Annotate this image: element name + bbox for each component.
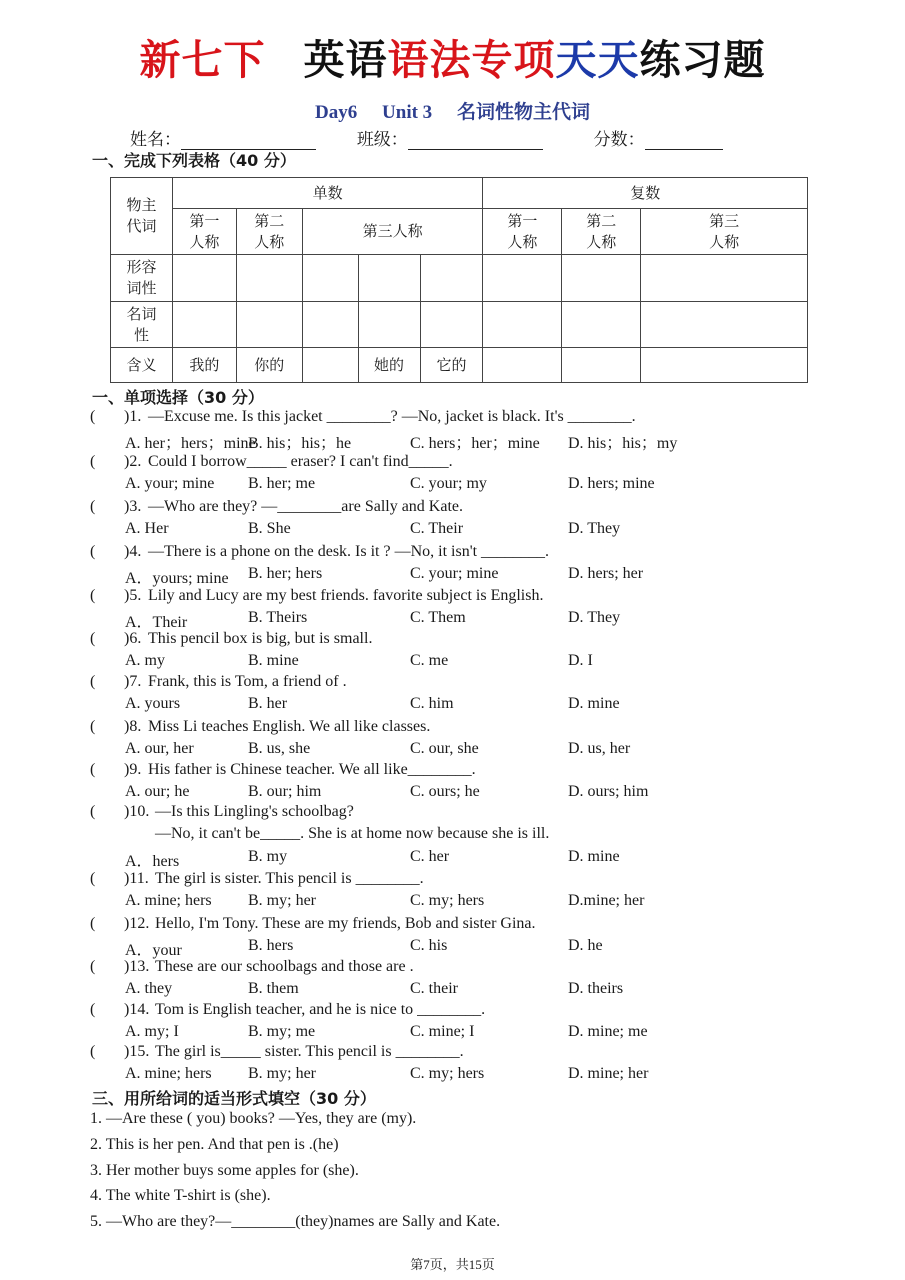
subtitle-unit: Unit 3 (382, 102, 433, 123)
answer-cell[interactable] (641, 302, 808, 348)
pronoun-table (110, 177, 808, 383)
option-d[interactable]: D. hers; her (568, 565, 644, 582)
score-field[interactable] (645, 133, 723, 150)
answer-bracket[interactable]: ( (90, 587, 96, 604)
page-title (0, 34, 905, 86)
answer-cell[interactable] (302, 255, 358, 302)
question-number: )11. (124, 870, 149, 887)
answer-cell[interactable] (420, 255, 483, 302)
question-text: These are our schoolbags and those are . (155, 958, 414, 975)
question-text: Could I borrow_____ eraser? I can't find_____. (148, 453, 453, 470)
option-b[interactable]: B. my (248, 848, 288, 865)
option-d[interactable]: D. mine; her (568, 1065, 649, 1082)
singular-first-person-header: 第一 人称 (172, 209, 236, 255)
question-number: )8. (124, 718, 142, 735)
option-c[interactable]: C. their (410, 980, 458, 997)
option-c[interactable]: C. my; hers (410, 892, 485, 909)
question-text: —Who are they? —________are Sally and Kate. (148, 498, 464, 515)
option-a[interactable]: A. our, her (125, 740, 194, 757)
singular-third-person-header: 第三人称 (302, 209, 483, 255)
option-c[interactable]: C. him (410, 695, 454, 712)
singular-header: 单数 (172, 178, 483, 209)
option-c[interactable]: C. Them (410, 609, 466, 626)
plural-second-person-header: 第二 人称 (562, 209, 641, 255)
table-row (111, 348, 808, 383)
option-d[interactable]: D. us, her (568, 740, 631, 757)
plural-header: 复数 (483, 178, 808, 209)
question-number: )9. (124, 761, 142, 778)
row-label-noun: 名词 性 (111, 302, 173, 348)
question-number: )13. (124, 958, 150, 975)
answer-bracket[interactable]: ( (90, 408, 96, 425)
section2-heading: 一、单项选择（30 分） (92, 388, 264, 407)
answer-bracket[interactable]: ( (90, 498, 96, 515)
fill-item-3: 3. Her mother buys some apples for (she). (90, 1162, 359, 1179)
question-number: )2. (124, 453, 142, 470)
name-label: 姓名： (130, 130, 181, 150)
page-footer: 第7页，共15页 (410, 1257, 495, 1272)
option-a[interactable]: A. our; he (125, 783, 190, 800)
option-b[interactable]: B. her (248, 695, 288, 712)
option-d[interactable]: D. mine (568, 695, 620, 712)
option-d[interactable]: D. ours; him (568, 783, 649, 800)
option-a[interactable]: A. they (125, 980, 173, 997)
answer-bracket[interactable]: ( (90, 543, 96, 560)
option-a[interactable]: A. yours (125, 695, 181, 712)
question-number: )3. (124, 498, 142, 515)
answer-cell[interactable] (172, 302, 236, 348)
option-a[interactable]: A. my (125, 652, 165, 669)
meaning-cell[interactable] (641, 348, 808, 383)
fill-item-4: 4. The white T-shirt is (she). (90, 1187, 271, 1204)
subtitle (0, 97, 905, 124)
answer-bracket[interactable]: ( (90, 718, 96, 735)
option-b[interactable]: B. my; me (248, 1023, 316, 1040)
option-c[interactable]: C. me (410, 652, 449, 669)
question-text: —There is a phone on the desk. Is it ? —No, it isn't ________. (148, 543, 550, 560)
question-text: —Excuse me. Is this jacket ________? —No, jacket is black. It's ________. (148, 408, 636, 425)
option-a[interactable]: A. mine; hers (125, 892, 212, 909)
subtitle-day: Day6 (315, 102, 358, 123)
subtitle-topic: 名词性物主代词 (456, 102, 590, 123)
section3-heading: 三、用所给词的适当形式填空（30 分） (92, 1089, 376, 1108)
option-b[interactable]: B. his；his；he (248, 435, 352, 452)
option-a[interactable]: A. Her (125, 520, 169, 537)
option-c[interactable]: C. her (410, 848, 450, 865)
row-label-adjective: 形容 词性 (111, 255, 173, 302)
answer-cell[interactable] (562, 255, 641, 302)
title-part-english: 英语 (303, 36, 388, 84)
option-a[interactable]: A．Their (125, 614, 188, 631)
question-text: Hello, I'm Tony. These are my friends, Bob and sister Gina. (155, 915, 536, 932)
question-text: This pencil box is big, but is small. (148, 630, 373, 647)
question-text: His father is Chinese teacher. We all like________. (148, 761, 476, 778)
answer-cell[interactable] (236, 302, 302, 348)
question-text: Lily and Lucy are my best friends. favorite subject is English. (148, 587, 544, 604)
meaning-cell[interactable] (562, 348, 641, 383)
question-number: )5. (124, 587, 142, 604)
answer-bracket[interactable]: ( (90, 630, 96, 647)
option-a[interactable]: A．your (125, 942, 182, 959)
answer-cell[interactable] (358, 302, 420, 348)
answer-bracket[interactable]: ( (90, 870, 96, 887)
question-number: )7. (124, 673, 142, 690)
answer-cell[interactable] (358, 255, 420, 302)
section1-heading: 一、完成下列表格（40 分） (92, 151, 296, 170)
option-c[interactable]: C. my; hers (410, 1065, 485, 1082)
option-d[interactable]: D. mine; me (568, 1023, 648, 1040)
question-number: )15. (124, 1043, 150, 1060)
question-number: )1. (124, 408, 142, 425)
answer-cell[interactable] (641, 255, 808, 302)
option-c[interactable]: C. ours; he (410, 783, 480, 800)
option-a[interactable]: A．yours; mine (125, 570, 229, 587)
answer-cell[interactable] (483, 255, 562, 302)
meaning-cell[interactable] (483, 348, 562, 383)
answer-bracket[interactable]: ( (90, 673, 96, 690)
meaning-cell[interactable] (302, 348, 358, 383)
table-row (111, 302, 808, 348)
meaning-cell: 你的 (236, 348, 302, 383)
title-part-exercises: 练习题 (639, 36, 766, 84)
question-number: )14. (124, 1001, 150, 1018)
question-number: )12. (124, 915, 150, 932)
meaning-cell: 我的 (172, 348, 236, 383)
answer-cell[interactable] (236, 255, 302, 302)
answer-bracket[interactable]: ( (90, 453, 96, 470)
option-d[interactable]: D. hers; mine (568, 475, 655, 492)
question-text: Miss Li teaches English. We all like classes. (148, 718, 431, 735)
option-a[interactable]: A. your; mine (125, 475, 215, 492)
option-d[interactable]: D. They (568, 609, 621, 626)
option-a[interactable]: A．hers (125, 853, 180, 870)
option-d[interactable]: D. he (568, 937, 603, 954)
class-label: 班级： (356, 130, 408, 150)
question-text: Frank, this is Tom, a friend of . (148, 673, 347, 690)
option-b[interactable]: B. her; hers (248, 565, 323, 582)
plural-first-person-header: 第一 人称 (483, 209, 562, 255)
option-c[interactable]: C. your; mine (410, 565, 499, 582)
fill-item-5: 5. —Who are they?—________(they)names are Sally and Kate. (90, 1213, 501, 1230)
answer-cell[interactable] (172, 255, 236, 302)
table-row (111, 255, 808, 302)
option-b[interactable]: B. hers (248, 937, 294, 954)
option-b[interactable]: B. my; her (248, 1065, 316, 1082)
option-b[interactable]: B. her; me (248, 475, 316, 492)
table-corner-cell: 物主 代词 (111, 178, 173, 255)
option-d[interactable]: D. theirs (568, 980, 624, 997)
option-c[interactable]: C. hers；her；mine (410, 435, 540, 452)
answer-cell[interactable] (420, 302, 483, 348)
option-b[interactable]: B. my; her (248, 892, 316, 909)
title-part-grade: 新七下 (139, 36, 266, 84)
question-number: )10. (124, 803, 150, 820)
option-c[interactable]: C. mine; I (410, 1023, 475, 1040)
option-b[interactable]: B. them (248, 980, 299, 997)
question-text: —Is this Lingling's schoolbag? (155, 803, 354, 820)
score-label: 分数： (593, 130, 645, 150)
option-c[interactable]: C. Their (410, 520, 464, 537)
answer-bracket[interactable]: ( (90, 761, 96, 778)
option-d[interactable]: D. I (568, 652, 593, 669)
answer-bracket[interactable]: ( (90, 1043, 96, 1060)
answer-bracket[interactable]: ( (90, 1001, 96, 1018)
question-text: The girl is sister. This pencil is ________. (155, 870, 424, 887)
option-c[interactable]: C. our, she (410, 740, 479, 757)
student-info-line (130, 125, 723, 150)
question-text-line2: —No, it can't be_____. She is at home now because she is ill. (155, 825, 550, 842)
option-c[interactable]: C. his (410, 937, 448, 954)
meaning-cell: 她的 (358, 348, 420, 383)
answer-bracket[interactable]: ( (90, 958, 96, 975)
option-b[interactable]: B. us, she (248, 740, 311, 757)
answer-cell[interactable] (562, 302, 641, 348)
option-a[interactable]: A. mine; hers (125, 1065, 212, 1082)
option-d[interactable]: D. his；his；my (568, 435, 678, 452)
answer-bracket[interactable]: ( (90, 915, 96, 932)
plural-third-person-header: 第三 人称 (641, 209, 808, 255)
row-label-meaning: 含义 (111, 348, 173, 383)
answer-cell[interactable] (302, 302, 358, 348)
option-b[interactable]: B. She (248, 520, 291, 537)
question-text: The girl is_____ sister. This pencil is ________. (155, 1043, 464, 1060)
fill-item-1: 1. —Are these ( you) books? —Yes, they are (my). (90, 1110, 417, 1127)
option-c[interactable]: C. your; my (410, 475, 487, 492)
title-part-daily: 天天 (555, 36, 640, 84)
fill-item-2: 2. This is her pen. And that pen is .(he) (90, 1136, 339, 1153)
answer-bracket[interactable]: ( (90, 803, 96, 820)
option-d[interactable]: D. mine (568, 848, 620, 865)
option-b[interactable]: B. Theirs (248, 609, 308, 626)
question-number: )6. (124, 630, 142, 647)
class-field[interactable] (408, 133, 543, 150)
question-text: Tom is English teacher, and he is nice to ________. (155, 1001, 486, 1018)
option-a[interactable]: A. my; I (125, 1023, 179, 1040)
option-a[interactable]: A. her；hers；mine (125, 435, 256, 452)
option-b[interactable]: B. our; him (248, 783, 322, 800)
meaning-cell: 它的 (420, 348, 483, 383)
answer-cell[interactable] (483, 302, 562, 348)
singular-second-person-header: 第二 人称 (236, 209, 302, 255)
option-d[interactable]: D. They (568, 520, 621, 537)
question-number: )4. (124, 543, 142, 560)
title-part-grammar: 语法专项 (387, 36, 556, 84)
option-b[interactable]: B. mine (248, 652, 299, 669)
option-d[interactable]: D.mine; her (568, 892, 645, 909)
